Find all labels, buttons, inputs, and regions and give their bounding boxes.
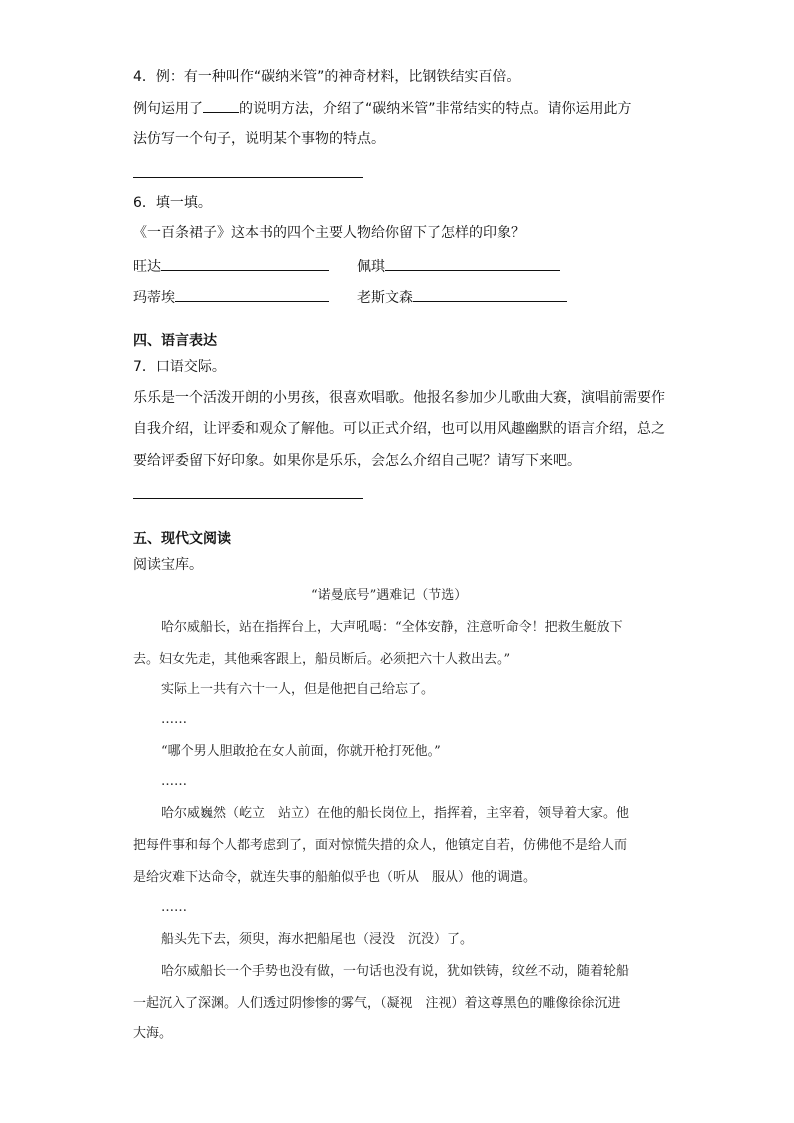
- q6-name: 旺达: [133, 259, 161, 275]
- q6-name: 玛蒂埃: [133, 290, 175, 306]
- q6-item-maddie: [133, 285, 329, 308]
- q7-text-line: 要给评委留下好印象。如果你是乐乐，会怎么介绍自己呢？请写下来吧。: [133, 453, 581, 469]
- passage-line: 实际上一共有六十一人，但是他把自己给忘了。: [161, 682, 435, 697]
- passage-line: 哈尔威巍然（屹立 站立）在他的船长岗位上，指挥着，主宰着，领导着大家。他: [161, 806, 630, 821]
- q4-prompt: 4．例：有一种叫作“碳纳米管”的神奇材料，比钢铁结实百倍。: [133, 69, 521, 85]
- q6-item-svenson: [357, 285, 567, 308]
- q4-line2-end: 的说明方法，介绍了“碳纳米管”非常结实的特点。请你运用此方: [239, 101, 632, 117]
- q6-blank[interactable]: [161, 254, 329, 271]
- passage-line: 哈尔威船长一个手势也没有做，一句话也没有说，犹如铁铸，纹丝不动，随着轮船: [161, 964, 630, 979]
- q6-blank[interactable]: [175, 285, 329, 302]
- passage-line: 船头先下去，须臾，海水把船尾也（浸没 沉没）了。: [161, 932, 474, 947]
- passage-line: 一起沉入了深渊。人们透过阴惨惨的雾气，（凝视 注视）着这尊黑色的雕像徐徐沉进: [133, 996, 621, 1011]
- q6-blank[interactable]: [385, 254, 560, 271]
- section4-title: 四、语言表达: [133, 333, 217, 349]
- passage-line: 哈尔威船长，站在指挥台上，大声吼喝：“全体安静，注意听命令！把救生艇放下: [161, 620, 623, 635]
- passage-line: “哪个男人胆敢抢在女人前面，你就开枪打死他。”: [161, 744, 441, 759]
- q7-text-line: 乐乐是一个活泼开朗的小男孩，很喜欢唱歌。他报名参加少儿歌曲大赛，演唱前需要作: [133, 390, 665, 406]
- passage-ellipsis: ……: [161, 900, 187, 915]
- passage-title: “诺曼底号”遇难记（节选）: [311, 588, 468, 603]
- q7-text-line: 自我介绍，让评委和观众了解他。可以正式介绍，也可以用风趣幽默的语言介绍，总之: [133, 421, 665, 437]
- passage-line: 去。妇女先走，其他乘客跟上，船员断后。必须把六十人救出去。”: [133, 652, 511, 667]
- q6-name: 佩琪: [357, 259, 385, 275]
- q4-line2-start: 例句运用了: [133, 101, 203, 117]
- passage-ellipsis: ……: [161, 774, 187, 789]
- passage-line: 大海。: [133, 1026, 173, 1041]
- q4-blank[interactable]: [203, 98, 239, 113]
- q7-heading: 7．口语交际。: [133, 359, 226, 375]
- q4-answer-line[interactable]: [133, 177, 363, 178]
- passage-ellipsis: ……: [161, 712, 187, 727]
- passage-line: 把每件事和每个人都考虑到了，面对惊慌失措的众人，他镇定自若，仿佛他不是给人而: [133, 838, 628, 853]
- q6-item-peggy: [357, 254, 560, 277]
- passage-line: 是给灾难下达命令，就连失事的船舶似乎也（听从 服从）他的调遣。: [133, 870, 537, 885]
- q4-line2: [133, 98, 632, 119]
- q6-prompt: 《一百条裙子》这本书的四个主要人物给你留下了怎样的印象？: [133, 225, 525, 241]
- q7-answer-line[interactable]: [133, 498, 363, 499]
- q6-blank[interactable]: [413, 285, 567, 302]
- q6-heading: 6．填一填。: [133, 195, 212, 211]
- section5-title: 五、现代文阅读: [133, 531, 231, 547]
- q4-line3: 法仿写一个句子，说明某个事物的特点。: [133, 131, 385, 147]
- q6-name: 老斯文森: [357, 290, 413, 306]
- q6-item-wanda: [133, 254, 329, 277]
- reading-intro: 阅读宝库。: [133, 557, 203, 573]
